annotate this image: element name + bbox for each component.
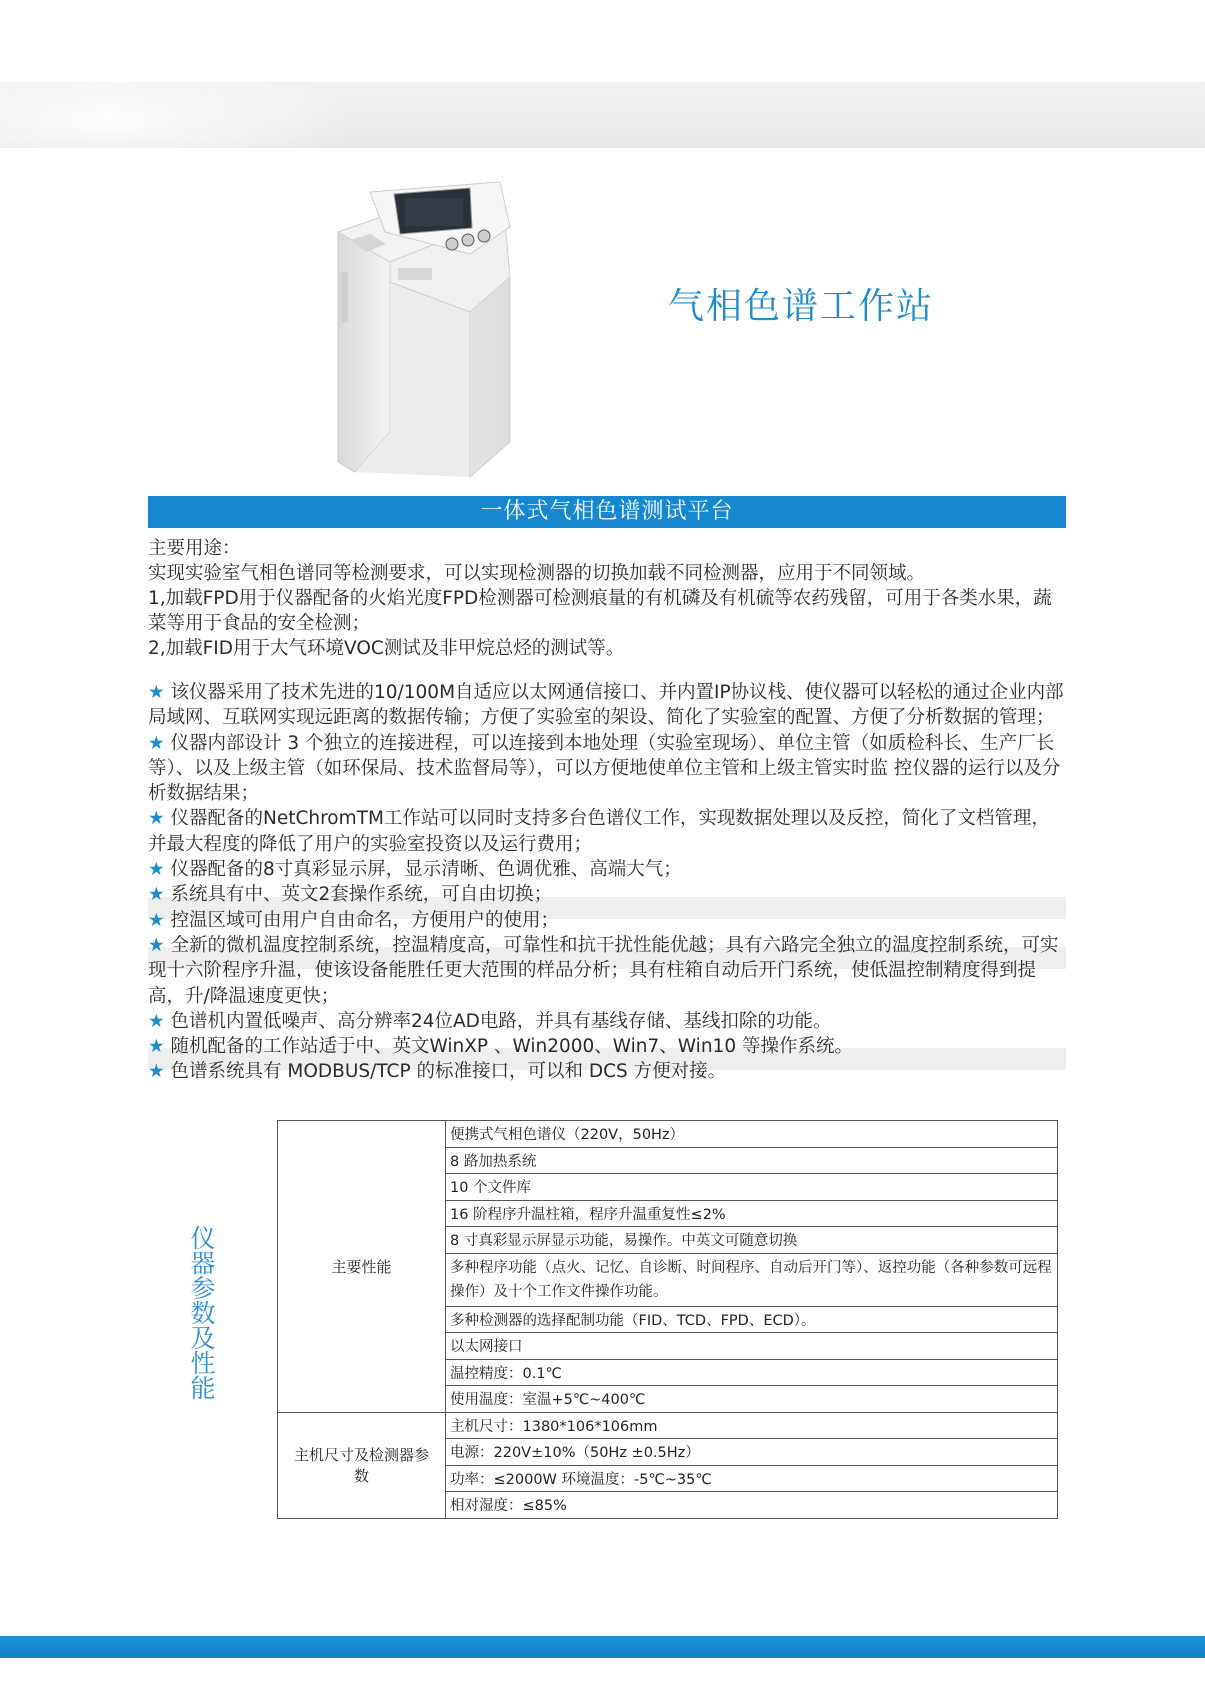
bottom-decor-band (0, 1636, 1205, 1658)
feature-item (148, 1009, 1066, 1034)
spec-value: 电源：220V±10%（50Hz ±0.5Hz） (446, 1439, 1058, 1466)
params-title-char: 器 (190, 1249, 216, 1278)
spec-value: 8 寸真彩显示屏显示功能，易操作。中英文可随意切换 (446, 1227, 1058, 1254)
gas-chromatograph-image (330, 182, 570, 477)
spec-value: 16 阶程序升温柱箱，程序升温重复性≤2% (446, 1200, 1058, 1227)
feature-item (148, 908, 1066, 933)
spec-value: 以太网接口 (446, 1333, 1058, 1360)
spec-value: 功率：≤2000W 环境温度：-5℃~35℃ (446, 1465, 1058, 1492)
spec-value: 多种检测器的选择配制功能（FID、TCD、FPD、ECD）。 (446, 1306, 1058, 1333)
star-icon: ★ (148, 732, 165, 754)
feature-item (148, 806, 1066, 857)
params-title-char: 性 (190, 1349, 216, 1378)
section-banner: 一体式气相色谱测试平台 (148, 496, 1066, 528)
star-icon: ★ (148, 808, 165, 830)
params-title-char: 及 (190, 1324, 216, 1353)
params-title-char: 仪 (190, 1224, 216, 1253)
top-decor-band (0, 82, 1205, 148)
star-icon: ★ (148, 909, 165, 931)
params-vertical-title (186, 1226, 220, 1401)
star-icon: ★ (148, 934, 165, 956)
feature-text: 色谱系统具有 MODBUS/TCP 的标准接口，可以和 DCS 方便对接。 (170, 1061, 727, 1083)
feature-text: 色谱机内置低噪声、高分辨率24位AD电路，并具有基线存储、基线扣除的功能。 (170, 1010, 832, 1032)
star-icon: ★ (148, 1010, 165, 1032)
feature-item (148, 1059, 1066, 1084)
usage-line: 1,加载FPD用于仪器配备的火焰光度FPD检测器可检测痕量的有机磷及有机硫等农药残留，可用于各类水果，蔬菜等用于食品的安全检测； (148, 588, 1052, 634)
feature-text: 全新的微机温度控制系统，控温精度高，可靠性和抗干扰性能优越；具有六路完全独立的温度控制系统，可实现十六阶程序升温，使该设备能胜任更大范围的样品分析；具有柱箱自动后开门系统，使低温控制精度得到提高，升/降温速度更快； (148, 934, 1059, 1007)
usage-section (148, 536, 1066, 661)
star-icon: ★ (148, 682, 165, 703)
params-title-char: 能 (190, 1374, 216, 1403)
page-title: 气相色谱工作站 (668, 286, 935, 327)
usage-line: 2,加载FID用于大气环境VOC测试及非甲烷总烃的测试等。 (148, 638, 625, 659)
spec-row (278, 1412, 1058, 1439)
feature-item (148, 680, 1066, 731)
spec-value: 8 路加热系统 (446, 1147, 1058, 1174)
spec-value: 相对湿度：≤85% (446, 1492, 1058, 1519)
spec-value: 使用温度：室温+5℃~400℃ (446, 1386, 1058, 1413)
spec-row (278, 1121, 1058, 1148)
feature-text: 系统具有中、英文2套操作系统，可自由切换； (170, 884, 553, 906)
feature-text: 随机配备的工作站适于中、英文WinXP 、Win2000、Win7、Win10 等操作系统。 (170, 1036, 853, 1058)
usage-line: 实现实验室气相色谱同等检测要求，可以实现检测器的切换加载不同检测器，应用于不同领域。 (148, 563, 926, 584)
spec-category: 主机尺寸及检测器参数 (278, 1412, 446, 1518)
spec-value: 便携式气相色谱仪（220V，50Hz） (446, 1121, 1058, 1148)
feature-item (148, 731, 1066, 807)
feature-text: 控温区域可由用户自由命名，方便用户的使用； (170, 909, 559, 931)
params-title-char: 参 (190, 1274, 216, 1303)
feature-item (148, 1034, 1066, 1059)
star-icon: ★ (148, 859, 165, 881)
feature-text: 仪器配备的NetChromTM工作站可以同时支持多台色谱仪工作，实现数据处理以及反控，简化了文档管理，并最大程度的降低了用户的实验室投资以及运行费用； (148, 808, 1050, 855)
star-icon: ★ (148, 1061, 165, 1083)
feature-text: 该仪器采用了技术先进的10/100M自适应以太网通信接口、并内置IP协议栈、使仪器可以轻松的通过企业内部局域网、互联网实现远距离的数据传输；方便了实验室的架设、简化了实验室的配置、方便了分析数据的管理； (148, 682, 1064, 729)
feature-item (148, 882, 1066, 907)
spec-category: 主要性能 (278, 1121, 446, 1413)
params-title-char: 数 (190, 1299, 216, 1328)
features-list (148, 680, 1066, 1085)
feature-text: 仪器内部设计 3 个独立的连接进程，可以连接到本地处理（实验室现场）、单位主管（如质检科长、生产厂长等）、以及上级主管（如环保局、技术监督局等），可以方便地使单位主管和上级主管实时监 控仪器的运行以及分析数据结果； (148, 732, 1061, 805)
star-icon: ★ (148, 1036, 165, 1058)
spec-value: 多种程序功能（点火、记忆、自诊断、时间程序、自动后开门等）、返控功能（各种参数可远程操作）及十个工作文件操作功能。 (446, 1253, 1058, 1306)
spec-value: 10 个文件库 (446, 1174, 1058, 1201)
star-icon: ★ (148, 884, 165, 906)
spec-table (277, 1120, 1058, 1519)
feature-item (148, 933, 1066, 1009)
feature-text: 仪器配备的8寸真彩显示屏，显示清晰、色调优雅、高端大气； (170, 859, 682, 881)
usage-heading: 主要用途： (148, 538, 241, 559)
spec-value: 主机尺寸：1380*106*106mm (446, 1412, 1058, 1439)
spec-value: 温控精度：0.1℃ (446, 1359, 1058, 1386)
feature-item (148, 857, 1066, 882)
